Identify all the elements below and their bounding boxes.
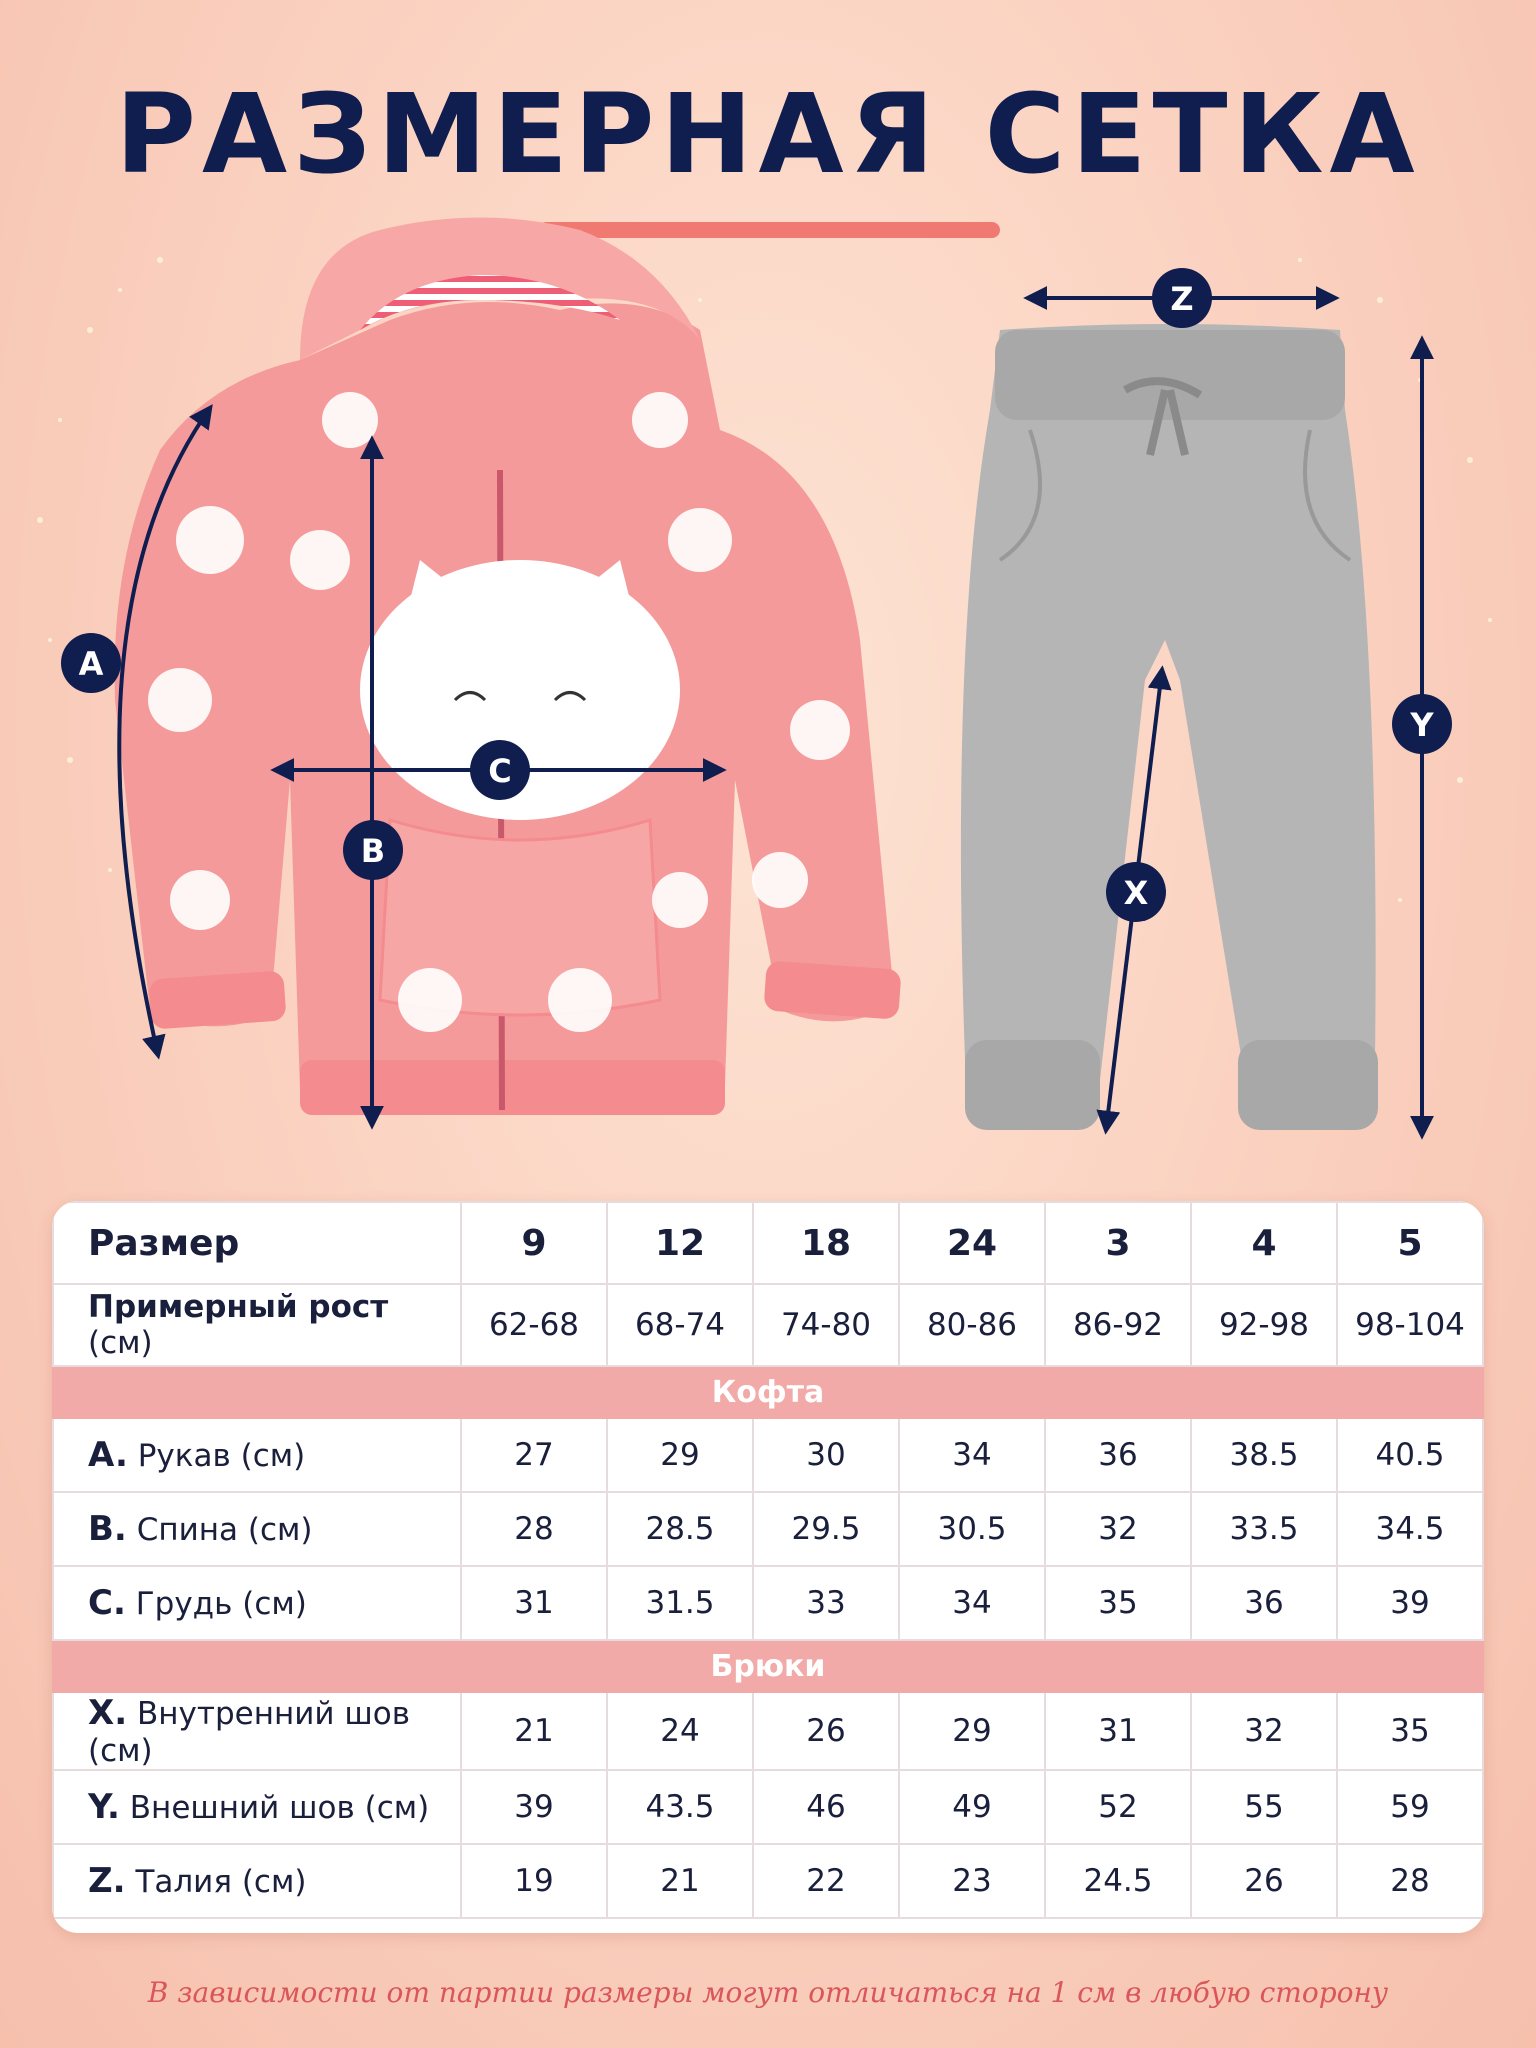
badge-b — [343, 820, 403, 880]
row-label-text: Грудь (см) — [135, 1586, 307, 1622]
badge-x — [1106, 862, 1166, 922]
table-row — [53, 1692, 1483, 1770]
height-cell: 62-68 — [461, 1284, 607, 1366]
height-label — [53, 1284, 461, 1366]
table-cell: 55 — [1191, 1770, 1337, 1844]
table-cell: 34.5 — [1337, 1492, 1483, 1566]
height-cell: 68-74 — [607, 1284, 753, 1366]
table-cell: 21 — [461, 1692, 607, 1770]
badge-x-label: X — [1123, 874, 1149, 912]
table-cell: 26 — [753, 1692, 899, 1770]
table-cell: 31 — [1045, 1692, 1191, 1770]
table-cell: 24 — [607, 1692, 753, 1770]
size-table-card — [52, 1201, 1484, 1933]
badge-b-label: B — [360, 832, 386, 870]
table-cell: 35 — [1337, 1692, 1483, 1770]
table-cell: 43.5 — [607, 1770, 753, 1844]
table-cell: 38.5 — [1191, 1418, 1337, 1492]
size-header-label: Размер — [53, 1202, 461, 1284]
section-row-jacket — [53, 1366, 1483, 1418]
table-cell: 24.5 — [1045, 1844, 1191, 1918]
size-5: 5 — [1337, 1202, 1483, 1284]
section-row-pants — [53, 1640, 1483, 1692]
table-cell: 59 — [1337, 1770, 1483, 1844]
size-18: 18 — [753, 1202, 899, 1284]
row-label — [53, 1566, 461, 1640]
badge-a-label: A — [78, 645, 104, 683]
badge-z-label: Z — [1170, 280, 1194, 318]
height-cell: 80-86 — [899, 1284, 1045, 1366]
size-3: 3 — [1045, 1202, 1191, 1284]
row-label — [53, 1770, 461, 1844]
table-cell: 35 — [1045, 1566, 1191, 1640]
height-cell: 98-104 — [1337, 1284, 1483, 1366]
table-row — [53, 1770, 1483, 1844]
row-label-text: Внешний шов (см) — [129, 1790, 430, 1826]
table-cell: 33 — [753, 1566, 899, 1640]
table-cell: 29 — [899, 1692, 1045, 1770]
table-cell: 31 — [461, 1566, 607, 1640]
row-letter: C. — [88, 1583, 126, 1623]
row-label — [53, 1492, 461, 1566]
sweatpants — [961, 324, 1378, 1130]
badge-y — [1392, 694, 1452, 754]
size-header-row — [53, 1202, 1483, 1284]
table-cell: 21 — [607, 1844, 753, 1918]
size-table — [52, 1201, 1484, 1919]
row-label — [53, 1418, 461, 1492]
row-letter: B. — [88, 1509, 127, 1549]
page-title: РАЗМЕРНАЯ СЕТКА — [115, 70, 1421, 198]
table-cell: 34 — [899, 1566, 1045, 1640]
table-cell: 32 — [1045, 1492, 1191, 1566]
table-cell: 49 — [899, 1770, 1045, 1844]
row-label-text: Спина (см) — [136, 1512, 313, 1548]
row-letter: A. — [88, 1435, 128, 1475]
table-cell: 22 — [753, 1844, 899, 1918]
height-cell: 74-80 — [753, 1284, 899, 1366]
height-label-bold: Примерный рост — [88, 1289, 389, 1325]
section-title-jacket: Кофта — [53, 1366, 1483, 1418]
row-label-text: Рукав (см) — [137, 1438, 306, 1474]
table-cell: 39 — [461, 1770, 607, 1844]
section-title-pants: Брюки — [53, 1640, 1483, 1692]
table-cell: 34 — [899, 1418, 1045, 1492]
badge-a — [61, 633, 121, 693]
table-cell: 32 — [1191, 1692, 1337, 1770]
size-24: 24 — [899, 1202, 1045, 1284]
table-row — [53, 1566, 1483, 1640]
table-row — [53, 1492, 1483, 1566]
size-4: 4 — [1191, 1202, 1337, 1284]
table-cell: 36 — [1045, 1418, 1191, 1492]
table-cell: 52 — [1045, 1770, 1191, 1844]
badge-z — [1152, 268, 1212, 328]
table-cell: 31.5 — [607, 1566, 753, 1640]
badge-c-label: C — [488, 752, 512, 790]
height-cell: 92-98 — [1191, 1284, 1337, 1366]
table-cell: 33.5 — [1191, 1492, 1337, 1566]
size-tolerance-note: В зависимости от партии размеры могут отличаться на 1 см в любую сторону — [147, 1976, 1389, 2009]
table-cell: 28 — [1337, 1844, 1483, 1918]
row-letter: Y. — [88, 1787, 120, 1827]
table-cell: 46 — [753, 1770, 899, 1844]
table-cell: 28.5 — [607, 1492, 753, 1566]
row-label-text: Внутренний шов (см) — [88, 1696, 410, 1769]
table-row — [53, 1844, 1483, 1918]
table-cell: 19 — [461, 1844, 607, 1918]
size-12: 12 — [607, 1202, 753, 1284]
table-cell: 36 — [1191, 1566, 1337, 1640]
badge-c — [470, 740, 530, 800]
hoodie-jacket — [115, 218, 902, 1116]
height-cell: 86-92 — [1045, 1284, 1191, 1366]
table-cell: 29 — [607, 1418, 753, 1492]
table-cell: 27 — [461, 1418, 607, 1492]
badge-y-label: Y — [1410, 706, 1434, 744]
table-cell: 23 — [899, 1844, 1045, 1918]
table-cell: 39 — [1337, 1566, 1483, 1640]
table-cell: 28 — [461, 1492, 607, 1566]
row-label-text: Талия (см) — [135, 1864, 307, 1900]
table-cell: 29.5 — [753, 1492, 899, 1566]
height-label-unit: (см) — [88, 1325, 153, 1361]
size-9: 9 — [461, 1202, 607, 1284]
table-row — [53, 1418, 1483, 1492]
row-label — [53, 1692, 461, 1770]
table-cell: 40.5 — [1337, 1418, 1483, 1492]
table-cell: 26 — [1191, 1844, 1337, 1918]
row-letter: Z. — [88, 1861, 126, 1901]
height-row — [53, 1284, 1483, 1366]
row-label — [53, 1844, 461, 1918]
row-letter: X. — [88, 1693, 128, 1733]
table-cell: 30.5 — [899, 1492, 1045, 1566]
table-cell: 30 — [753, 1418, 899, 1492]
